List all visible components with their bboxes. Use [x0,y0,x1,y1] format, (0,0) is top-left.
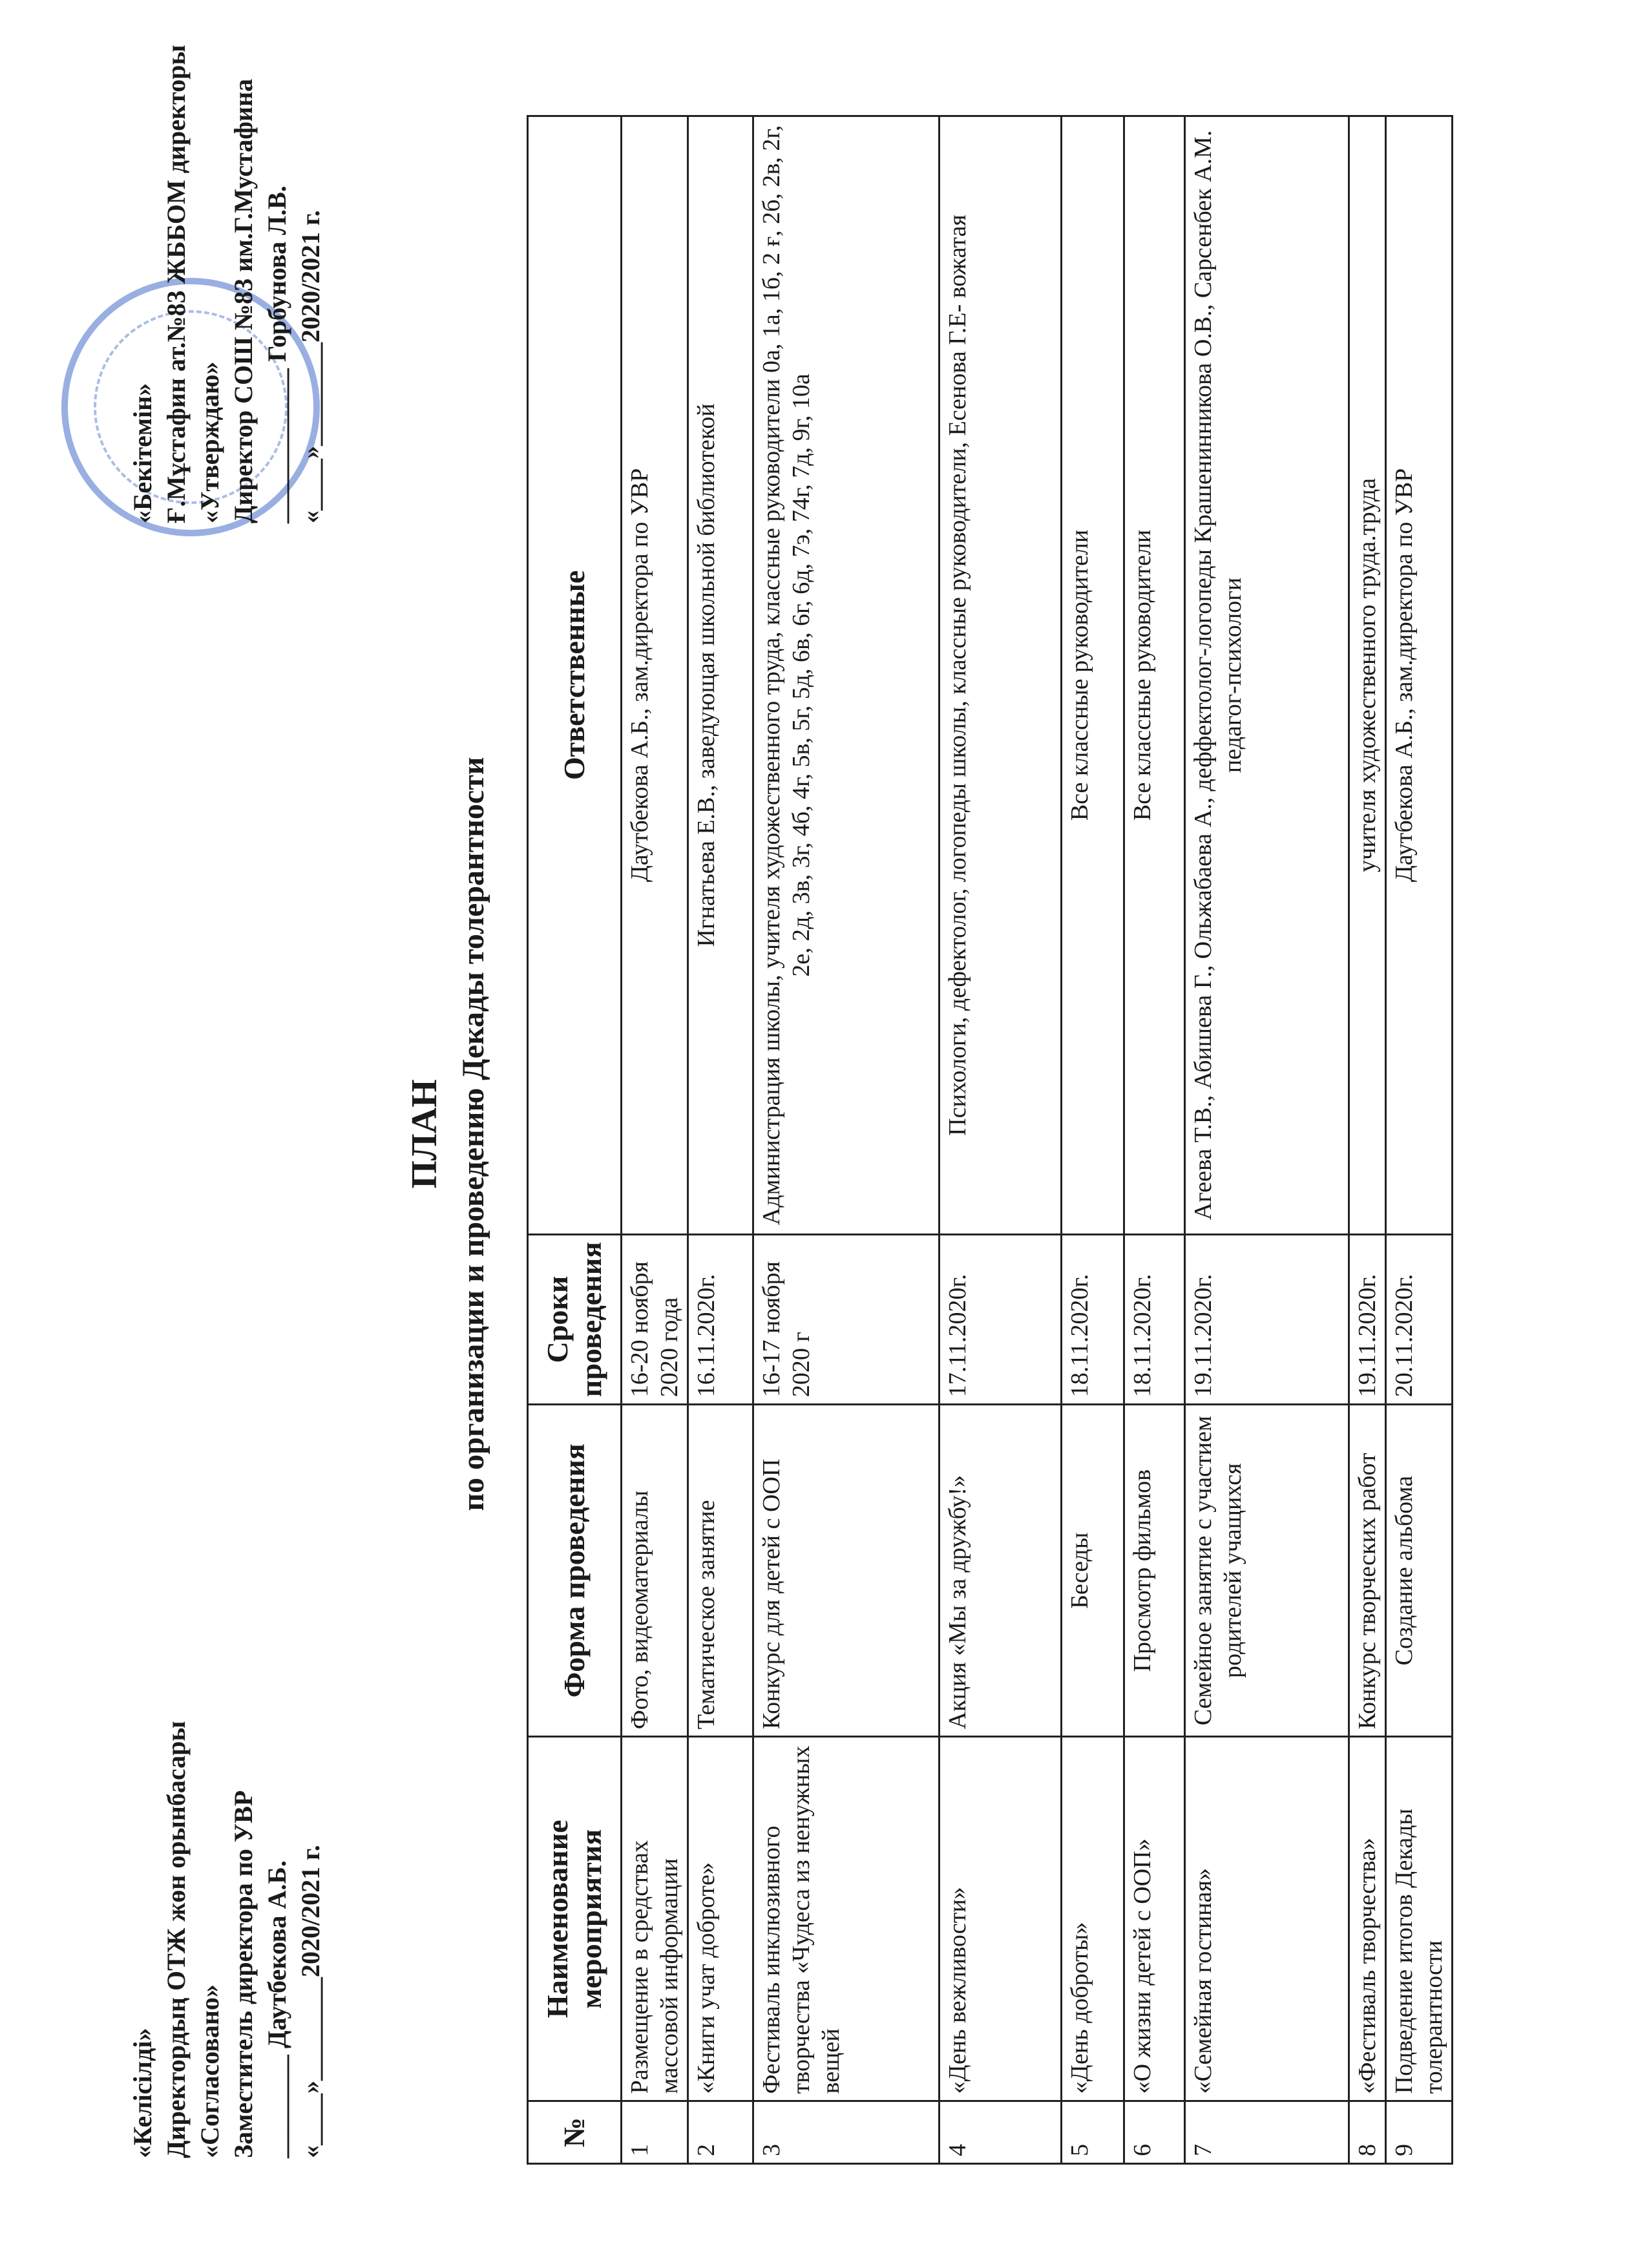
approved-date-line: «____»________2020/2021 г. [296,210,325,523]
table-row [1185,116,1349,2164]
cell-form: Конкурс творческих работ [1349,1405,1386,1737]
cell-event-name: «Книги учат доброте» [688,1737,753,2101]
table-header-row [528,116,622,2164]
agreed-line: Директордың ОТЖ жөн орынбасары [162,1721,191,2158]
agreed-line: Заместитель директора по УВР [229,1790,258,2158]
cell-dates: 17.11.2020г. [940,1234,1062,1404]
cell-dates: 18.11.2020г. [1124,1234,1185,1404]
plan-table [527,115,1453,2165]
approved-block [126,45,328,523]
document-title: ПЛАН [404,1079,445,1189]
cell-event-name: Размещение в средствах массовой информации [622,1737,688,2101]
cell-responsible: Агеева Т.В., Абишева Г., Ольжабаева А., деффектолог-логопеды Крашенинникова О.В., Сарсенбек А.М. педагог-психологи [1185,116,1349,1235]
cell-form: Семейное занятие с участием родителей учащихся [1185,1405,1349,1737]
cell-responsible: Даутбекова А.Б., зам.директора по УВР [622,116,688,1235]
cell-responsible: Администрация школы, учителя художественного труда, классные руководители 0а, 1а, 1б, 2 ғ, 2б, 2в, 2г, 2е, 2д, 3в, 3г, 4б, 4г, 5в, 5г, 5д, 6в, 6г, 6д, 7э, 74г, 7д, 9г, 10а [753,116,940,1235]
cell-number: 1 [622,2101,688,2164]
cell-dates: 16.11.2020г. [688,1234,753,1404]
cell-form: Фото, видеоматериалы [622,1405,688,1737]
table-row [688,116,753,2164]
approved-line: Директор СОШ №83 им.Г.Мустафина [229,79,258,523]
table-row [753,116,940,2164]
cell-form: Просмотр фильмов [1124,1405,1185,1737]
table-row [622,116,688,2164]
header-event-name: Наименование мероприятия [528,1737,622,2101]
cell-responsible: Психологи, дефектолог, логопеды школы, классные руководители, Есенова Г.Е- вожатая [940,116,1062,1235]
cell-number: 2 [688,2101,753,2164]
cell-event-name: Фестиваль инклюзивного творчества «Чудеса из ненужных вещей [753,1737,940,2101]
cell-event-name: Подведение итогов Декады толерантности [1386,1737,1453,2101]
header-number: № [528,2101,622,2164]
cell-dates: 19.11.2020г. [1185,1234,1349,1404]
header-form: Форма проведения [528,1405,622,1737]
cell-event-name: «Фестиваль творчества» [1349,1737,1386,2101]
agreed-signature-line: ________ Даутбекова А.Б. [262,1860,291,2158]
cell-responsible: Все классные руководители [1124,116,1185,1235]
cell-event-name: «О жизни детей с ООП» [1124,1737,1185,2101]
header-responsible: Ответственные [528,116,622,1235]
cell-dates: 18.11.2020г. [1062,1234,1124,1404]
cell-event-name: «День вежливости» [940,1737,1062,2101]
cell-number: 6 [1124,2101,1185,2164]
cell-responsible: Даутбекова А.Б., зам.директора по УВР [1386,116,1453,1235]
approved-line: «Бекітемін» [128,383,157,523]
table-row [1386,116,1453,2164]
cell-dates: 16-17 ноября 2020 г [753,1234,940,1404]
approved-signature-line: ____________ Горбунова Л.В. [262,185,291,523]
table-row [1124,116,1185,2164]
cell-responsible: Игнатьева Е.В., заведующая школьной библиотекой [688,116,753,1235]
table-row [1062,116,1124,2164]
agreed-date-line: «____»________2020/2021 г. [296,1845,325,2158]
cell-event-name: «Семейная гостиная» [1185,1737,1349,2101]
cell-number: 8 [1349,2101,1386,2164]
cell-dates: 16-20 ноября 2020 года [622,1234,688,1404]
cell-dates: 20.11.2020г. [1386,1234,1453,1404]
header-dates: Сроки проведения [528,1234,622,1404]
cell-responsible: Все классные руководители [1062,116,1124,1235]
document-subtitle: по организации и проведению Декады толерантности [456,757,490,1511]
approved-line: Ғ.Мұстафин ат.№83 ЖББОМ директоры [162,45,191,523]
cell-responsible: учителя художественного труда.труда [1349,116,1386,1235]
cell-dates: 19.11.2020г. [1349,1234,1386,1404]
cell-number: 5 [1062,2101,1124,2164]
cell-form: Конкурс для детей с ООП [753,1405,940,1737]
approved-line: «Утверждаю» [195,361,224,523]
cell-number: 3 [753,2101,940,2164]
cell-number: 9 [1386,2101,1453,2164]
cell-form: Акция «Мы за дружбу!» [940,1405,1062,1737]
agreed-line: «Келісілді» [128,2028,157,2158]
table-row [940,116,1062,2164]
agreed-line: «Согласовано» [195,1984,224,2158]
cell-form: Создание альбома [1386,1405,1453,1737]
cell-event-name: «День доброты» [1062,1737,1124,2101]
table-row [1349,116,1386,2164]
cell-number: 7 [1185,2101,1349,2164]
cell-form: Беседы [1062,1405,1124,1737]
cell-number: 4 [940,2101,1062,2164]
cell-form: Тематическое занятие [688,1405,753,1737]
agreed-block [126,1721,328,2158]
